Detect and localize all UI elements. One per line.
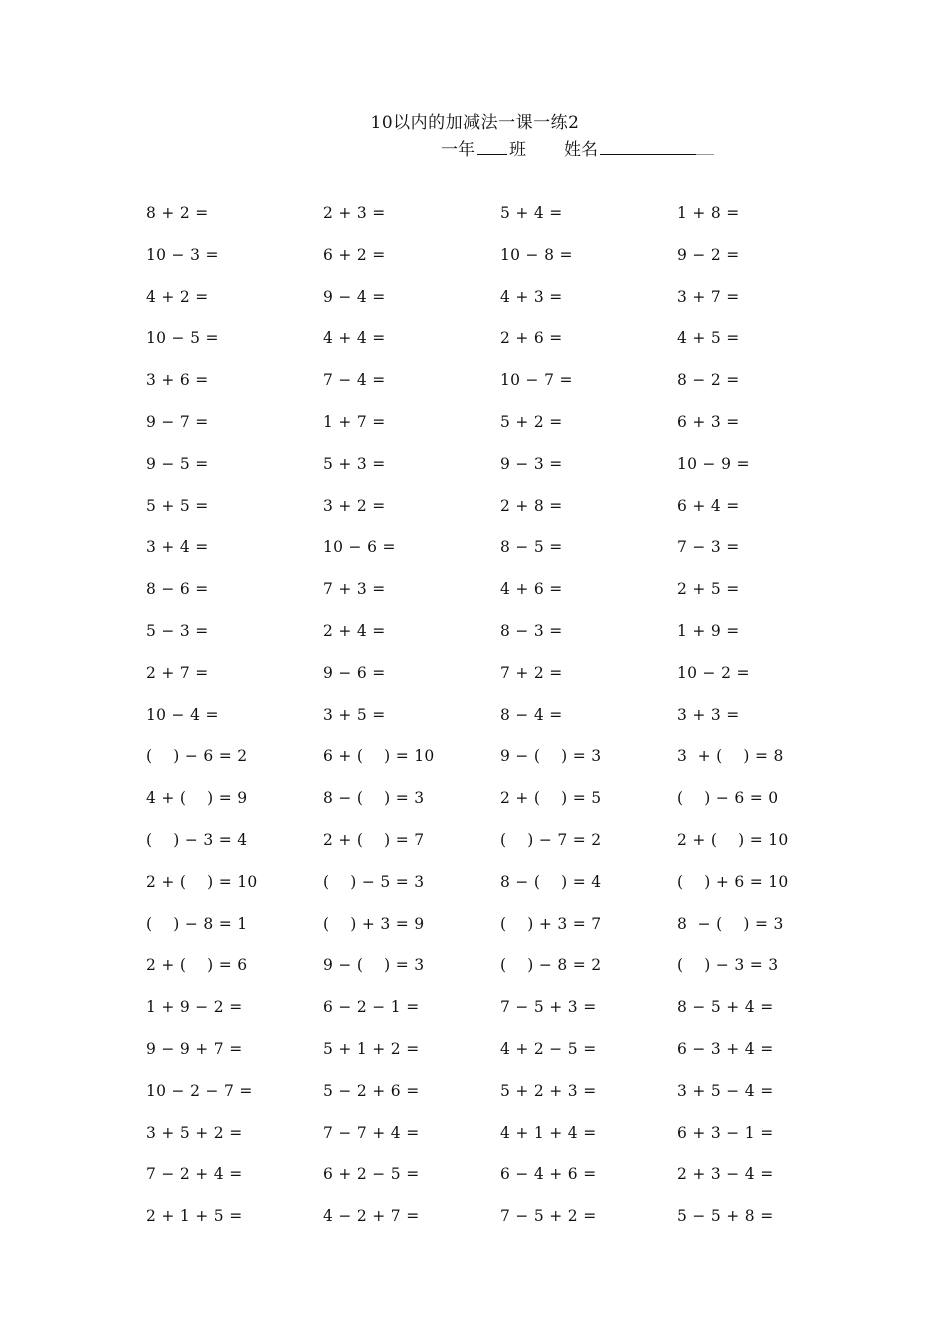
math-problem: 4 + 1 + 4 = [500, 1123, 597, 1142]
math-problem: 2 + 7 = [146, 663, 209, 682]
math-problem: 3 + 5 − 4 = [677, 1081, 774, 1100]
math-problem: 8 − ( ) = 3 [323, 789, 425, 808]
math-problem: ( ) − 8 = 2 [500, 956, 602, 975]
math-problem: 2 + 8 = [500, 496, 563, 515]
math-problem: 4 + 6 = [500, 580, 563, 599]
problem-row [146, 913, 866, 955]
math-problem: 1 + 9 − 2 = [146, 998, 243, 1017]
math-problem: 7 + 2 = [500, 663, 563, 682]
problem-row [146, 871, 866, 913]
problem-row [146, 1080, 866, 1122]
math-problem: 6 + 4 = [677, 496, 740, 515]
math-problem: 3 + 2 = [323, 496, 386, 515]
problem-row [146, 286, 866, 328]
problem-grid [146, 202, 866, 1247]
math-problem: ( ) − 5 = 3 [323, 872, 425, 891]
name-label: 姓名 [564, 140, 598, 160]
problem-row [146, 996, 866, 1038]
problem-row [146, 578, 866, 620]
math-problem: 8 − ( ) = 3 [677, 914, 784, 933]
math-problem: 4 + 4 = [323, 329, 386, 348]
math-problem: 10 − 9 = [677, 454, 750, 473]
problem-row [146, 662, 866, 704]
math-problem: 9 − 7 = [146, 412, 209, 431]
math-problem: ( ) − 6 = 2 [146, 747, 248, 766]
problem-row [146, 411, 866, 453]
name-blank-tail [696, 136, 714, 155]
problem-row [146, 202, 866, 244]
math-problem: ( ) − 6 = 0 [677, 789, 779, 808]
math-problem: 2 + ( ) = 7 [323, 830, 425, 849]
math-problem: 10 − 6 = [323, 538, 396, 557]
problem-row [146, 704, 866, 746]
math-problem: 9 − 4 = [323, 287, 386, 306]
math-problem: 7 − 4 = [323, 371, 386, 390]
math-problem: 6 + 3 = [677, 412, 740, 431]
name-blank[interactable] [600, 136, 696, 155]
math-problem: 6 − 3 + 4 = [677, 1039, 774, 1058]
math-problem: 10 − 2 = [677, 663, 750, 682]
math-problem: 7 − 2 + 4 = [146, 1165, 243, 1184]
math-problem: 1 + 7 = [323, 412, 386, 431]
math-problem: 5 + 1 + 2 = [323, 1039, 420, 1058]
math-problem: 8 − 4 = [500, 705, 563, 724]
math-problem: 9 − 2 = [677, 245, 740, 264]
math-problem: 5 + 2 = [500, 412, 563, 431]
math-problem: 4 + 2 = [146, 287, 209, 306]
problem-row [146, 327, 866, 369]
math-problem: 10 − 4 = [146, 705, 219, 724]
math-problem: 8 − ( ) = 4 [500, 872, 602, 891]
math-problem: 10 − 5 = [146, 329, 219, 348]
math-problem: 2 + ( ) = 10 [146, 872, 258, 891]
problem-row [146, 453, 866, 495]
math-problem: 5 + 5 = [146, 496, 209, 515]
math-problem: 8 − 3 = [500, 621, 563, 640]
math-problem: 5 − 3 = [146, 621, 209, 640]
math-problem: 4 − 2 + 7 = [323, 1207, 420, 1226]
problem-row [146, 1122, 866, 1164]
math-problem: 10 − 2 − 7 = [146, 1081, 253, 1100]
math-problem: 7 − 5 + 2 = [500, 1207, 597, 1226]
problem-row [146, 536, 866, 578]
math-problem: 3 + ( ) = 8 [677, 747, 784, 766]
math-problem: 9 − ( ) = 3 [323, 956, 425, 975]
math-problem: 1 + 8 = [677, 204, 740, 222]
math-problem: 8 − 5 = [500, 538, 563, 557]
math-problem: 9 − ( ) = 3 [500, 747, 602, 766]
math-problem: ( ) + 3 = 7 [500, 914, 602, 933]
math-problem: 3 + 7 = [677, 287, 740, 306]
worksheet-title: 10以内的加减法一课一练2 [370, 113, 580, 133]
math-problem: 6 + 2 − 5 = [323, 1165, 420, 1184]
math-problem: 3 + 3 = [677, 705, 740, 724]
math-problem: 2 + 5 = [677, 580, 740, 599]
math-problem: 2 + 3 = [323, 204, 386, 222]
problem-row [146, 745, 866, 787]
class-blank[interactable] [477, 136, 507, 155]
math-problem: ( ) + 6 = 10 [677, 872, 789, 891]
math-problem: 2 + ( ) = 6 [146, 956, 248, 975]
math-problem: 1 + 9 = [677, 621, 740, 640]
math-problem: ( ) + 3 = 9 [323, 914, 425, 933]
math-problem: 9 − 6 = [323, 663, 386, 682]
math-problem: 7 − 5 + 3 = [500, 998, 597, 1017]
math-problem: 8 − 6 = [146, 580, 209, 599]
math-problem: 6 − 2 − 1 = [323, 998, 420, 1017]
math-problem: 7 − 7 + 4 = [323, 1123, 420, 1142]
math-problem: 3 + 6 = [146, 371, 209, 390]
math-problem: 8 + 2 = [146, 204, 209, 222]
math-problem: 10 − 8 = [500, 245, 573, 264]
math-problem: 7 − 3 = [677, 538, 740, 557]
math-problem: 4 + 2 − 5 = [500, 1039, 597, 1058]
math-problem: 9 − 5 = [146, 454, 209, 473]
math-problem: 2 + 3 − 4 = [677, 1165, 774, 1184]
math-problem: 7 + 3 = [323, 580, 386, 599]
math-problem: 2 + ( ) = 5 [500, 789, 602, 808]
math-problem: 5 + 3 = [323, 454, 386, 473]
problem-row [146, 1038, 866, 1080]
math-problem: ( ) − 8 = 1 [146, 914, 248, 933]
math-problem: 10 − 3 = [146, 245, 219, 264]
math-problem: 9 − 3 = [500, 454, 563, 473]
problem-row [146, 954, 866, 996]
math-problem: 4 + ( ) = 9 [146, 789, 248, 808]
class-name-line [441, 136, 714, 161]
problem-row [146, 369, 866, 411]
problem-row [146, 829, 866, 871]
math-problem: ( ) − 3 = 3 [677, 956, 779, 975]
math-problem: 5 − 5 + 8 = [677, 1207, 774, 1226]
math-problem: 6 + ( ) = 10 [323, 747, 435, 766]
math-problem: 2 + 6 = [500, 329, 563, 348]
math-problem: 9 − 9 + 7 = [146, 1039, 243, 1058]
math-problem: 4 + 3 = [500, 287, 563, 306]
problem-row [146, 787, 866, 829]
problem-row [146, 1163, 866, 1205]
math-problem: 3 + 5 + 2 = [146, 1123, 243, 1142]
problem-row [146, 620, 866, 662]
math-problem: 6 + 3 − 1 = [677, 1123, 774, 1142]
math-problem: 5 + 2 + 3 = [500, 1081, 597, 1100]
math-problem: 6 + 2 = [323, 245, 386, 264]
math-problem: 3 + 4 = [146, 538, 209, 557]
math-problem: ( ) − 3 = 4 [146, 830, 248, 849]
math-problem: 5 − 2 + 6 = [323, 1081, 420, 1100]
math-problem: 2 + 4 = [323, 621, 386, 640]
math-problem: ( ) − 7 = 2 [500, 830, 602, 849]
problem-row [146, 1205, 866, 1247]
math-problem: 10 − 7 = [500, 371, 573, 390]
problem-row [146, 244, 866, 286]
grade-label: 一年 [441, 140, 475, 160]
problem-row [146, 495, 866, 537]
math-problem: 6 − 4 + 6 = [500, 1165, 597, 1184]
math-problem: 3 + 5 = [323, 705, 386, 724]
math-problem: 8 − 2 = [677, 371, 740, 390]
math-problem: 4 + 5 = [677, 329, 740, 348]
math-problem: 2 + ( ) = 10 [677, 830, 789, 849]
class-label: 班 [509, 140, 526, 160]
math-problem: 5 + 4 = [500, 204, 563, 222]
math-problem: 8 − 5 + 4 = [677, 998, 774, 1017]
math-problem: 2 + 1 + 5 = [146, 1207, 243, 1226]
